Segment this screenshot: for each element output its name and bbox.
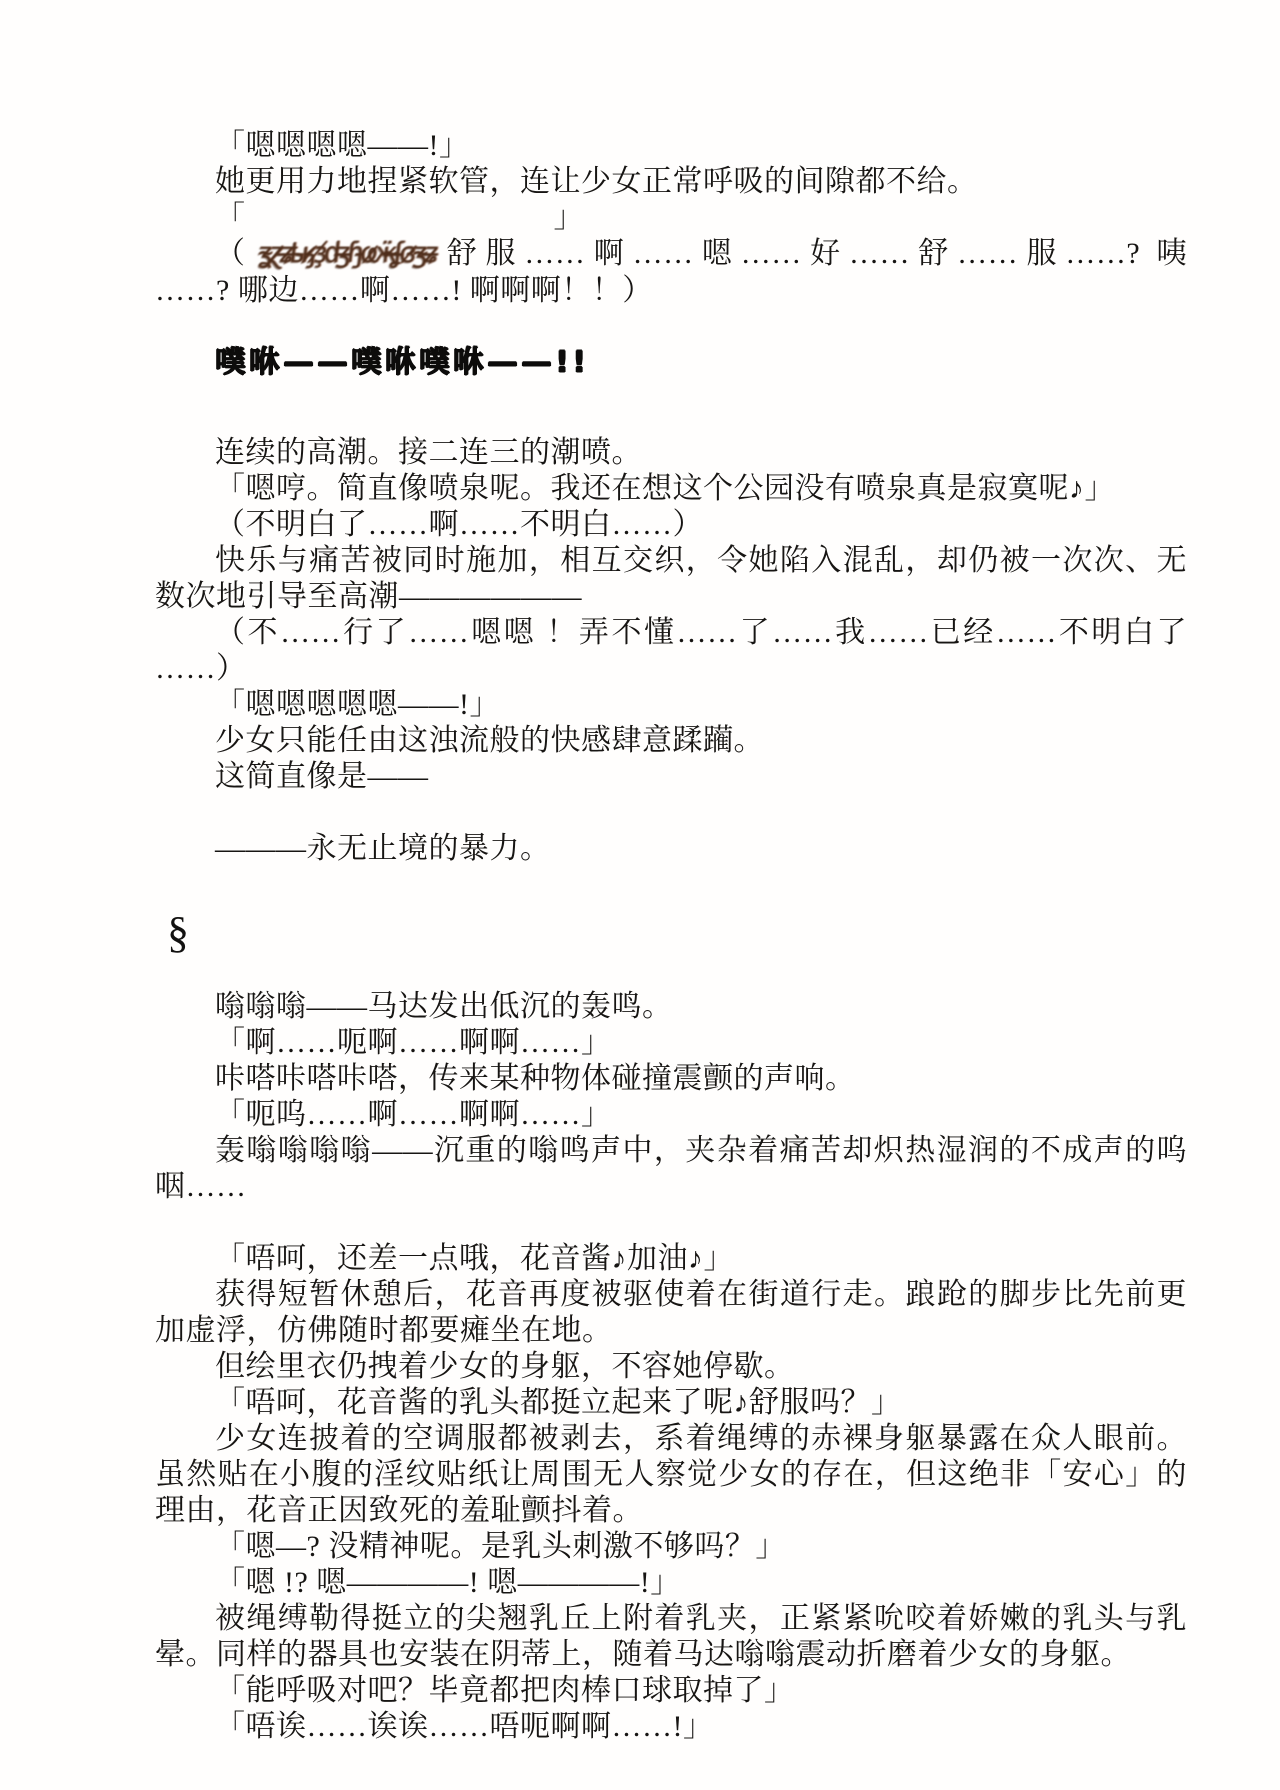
narration-line: 轰嗡嗡嗡嗡——沉重的嗡鸣声中，夹杂着痛苦却炽热湿润的不成声的呜 (215, 1134, 1187, 1167)
narration-line: 她更用力地捏紧软管，连让少女正常呼吸的间隙都不给。 (215, 165, 978, 198)
dialogue-line: 「唔诶……诶诶……唔呃啊啊……!」 (215, 1710, 714, 1743)
quote-gap (246, 226, 554, 227)
blank-line (155, 795, 1187, 831)
dialogue-line: 「嗯哼。简直像喷泉呢。我还在想这个公园没有喷泉真是寂寞呢♪」 (215, 472, 1115, 505)
text-fragment: 」 (553, 201, 584, 234)
dialogue-line: 「嗯嗯嗯嗯——!」 (215, 129, 470, 162)
inner-voice-line: （不明白了……啊……不明白……） (215, 508, 703, 541)
narration-line: 少女连披着的空调服都被剥去，系着绳缚的赤裸身躯暴露在众人眼前。 (215, 1422, 1187, 1455)
narration-line: 晕。同样的器具也安装在阴蒂上，随着马达嗡嗡震动折磨着少女的身躯。 (155, 1638, 1131, 1671)
dialogue-line: 「能呼吸对吧？毕竟都把肉棒口球取掉了」 (215, 1674, 795, 1707)
dialogue-line: 「唔呵，花音酱的乳头都挺立起来了呢♪舒服吗？」 (215, 1386, 902, 1419)
text-fragment: 「 (215, 201, 246, 234)
censored-scribble-text: ʓ̴ɀ̷ʑ̶ҍ̵ӄ̷ҙ̸ʤ̶ɧ̵ҩ̷ӝ̴ʆ̶ɞ̷ӡ̴ʑ̶ (256, 236, 437, 269)
dialogue-line: 「啊……呃啊……啊啊……」 (215, 1026, 612, 1059)
empty-quote-line (155, 200, 1187, 236)
narration-line: 被绳缚勒得挺立的尖翘乳丘上附着乳夹，正紧紧吮咬着娇嫩的乳头与乳 (215, 1602, 1187, 1635)
narration-line: 加虚浮，仿佛随时都要瘫坐在地。 (155, 1314, 613, 1347)
text-fragment: （ (215, 237, 254, 270)
dialogue-line: 「呃呜……啊……啊啊……」 (215, 1098, 612, 1131)
narration-line: ———永无止境的暴力。 (215, 832, 551, 865)
narration-line: 咽…… (155, 1170, 247, 1203)
narration-line: 数次地引导至高潮—————— (155, 580, 582, 613)
inner-voice-line: ……） (155, 652, 247, 685)
narration-line: 虽然贴在小腹的淫纹贴纸让周围无人察觉少女的存在，但这绝非「安心」的 (155, 1458, 1187, 1491)
dialogue-line: 「嗯 !? 嗯————! 嗯————!」 (215, 1566, 681, 1599)
inner-voice-line: （不……行了……嗯嗯 ！弄不懂……了……我……已经……不明白了 (215, 616, 1187, 649)
narration-line: 嗡嗡嗡——马达发出低沉的轰鸣。 (215, 990, 673, 1023)
blank-line (155, 309, 1187, 345)
section-mark: § (167, 908, 190, 957)
narration-line: 但绘里衣仍拽着少女的身躯，不容她停歇。 (215, 1350, 795, 1383)
narration-line: 咔嗒咔嗒咔嗒，传来某种物体碰撞震颤的声响。 (215, 1062, 856, 1095)
inner-voice-line (155, 236, 1187, 273)
narration-line: 这简直像是—— (215, 760, 429, 793)
dialogue-line: 「嗯—? 没精神呢。是乳头刺激不够吗？」 (215, 1530, 786, 1563)
blank-line (155, 1205, 1187, 1241)
narration-line: 获得短暂休憩后，花音再度被驱使着在街道行走。踉跄的脚步比先前更 (215, 1278, 1187, 1311)
text-fragment: 舒服……啊……嗯……好……舒……服……? 咦 (438, 237, 1187, 270)
inner-voice-line: ……? 哪边……啊……! 啊啊啊！！） (155, 274, 653, 307)
narration-line: 快乐与痛苦被同时施加，相互交织，令她陷入混乱，却仍被一次次、无 (215, 544, 1187, 577)
dialogue-line: 「嗯嗯嗯嗯嗯——!」 (215, 688, 500, 721)
page-body (155, 128, 1187, 1745)
narration-line: 理由，花音正因致死的羞耻颤抖着。 (155, 1494, 643, 1527)
blank-line (155, 399, 1187, 435)
dialogue-line: 「唔呵，还差一点哦，花音酱♪加油♪」 (215, 1242, 734, 1275)
narration-line: 连续的高潮。接二连三的潮喷。 (215, 436, 642, 469)
narration-line: 少女只能任由这浊流般的快感肆意蹂躏。 (215, 724, 764, 757)
blank-line (155, 867, 1187, 903)
sfx-line: 噗咻——噗咻噗咻——!! (215, 345, 590, 380)
